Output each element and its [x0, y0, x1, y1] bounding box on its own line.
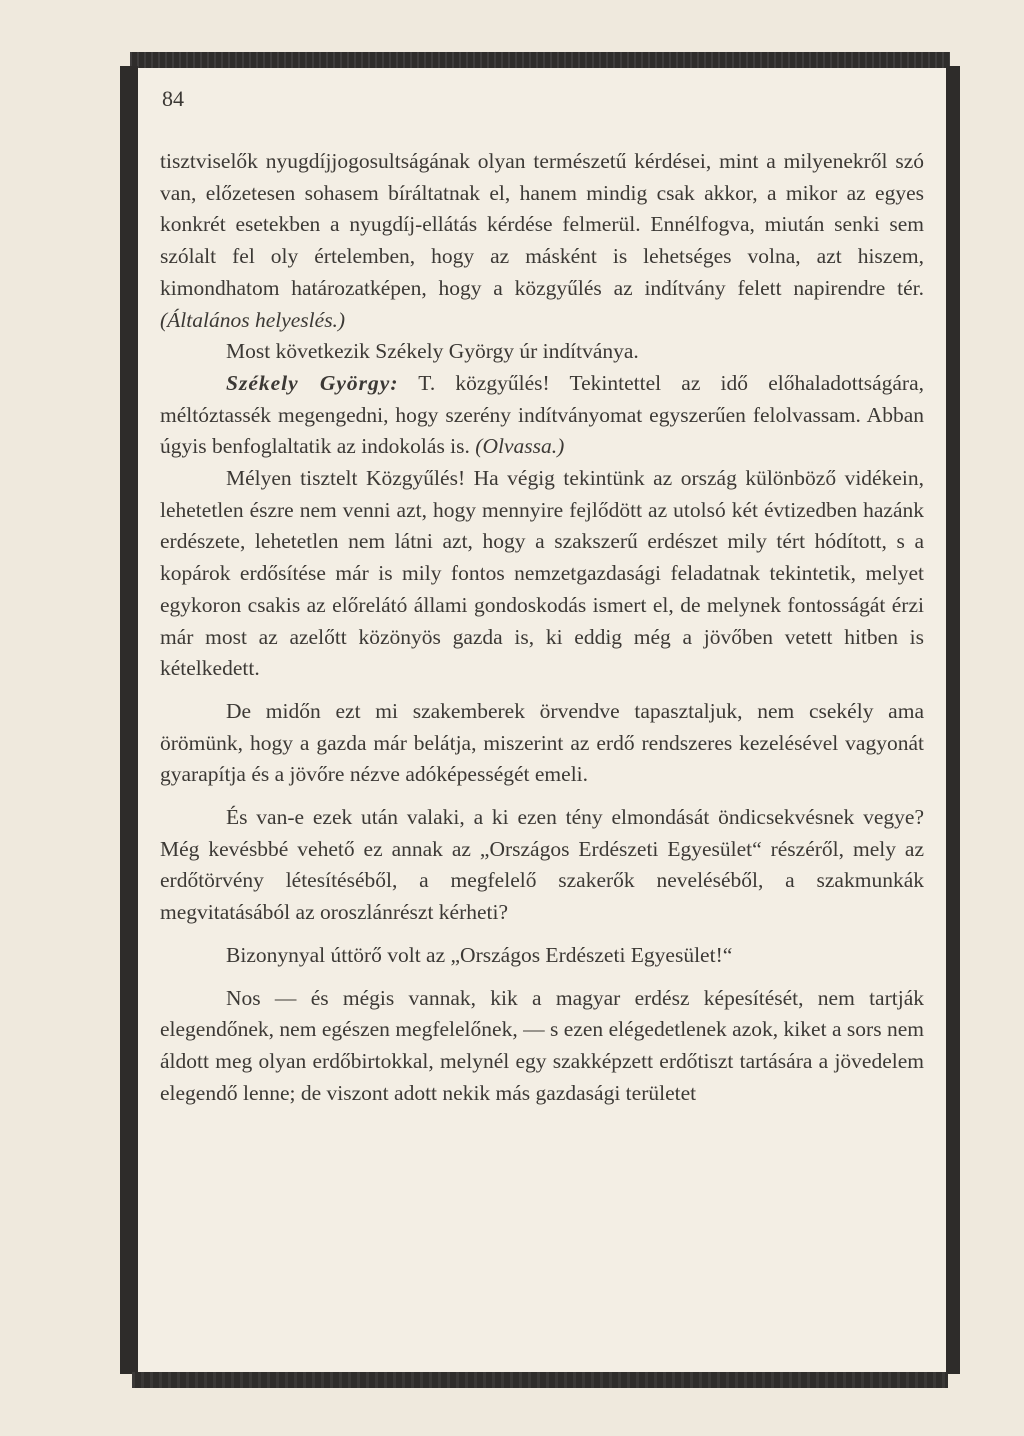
- paragraph-5: De midőn ezt mi szakemberek örvendve tapasztaljuk, nem csekély ama örömünk, hogy a gazda már belátja, miszerint az erdő rendszeres kezelésével vagyonát gyarapítja és a jövőre nézve adóképességét emeli.: [160, 698, 924, 787]
- paragraph-1-text: tisztviselők nyugdíjjogosultságának olyan természetű kérdései, mint a milyenekről szó van, előzetesen sohasem bíráltatnak el, hanem mindig csak akkor, a mikor az egyes konkrét esetekben a nyugdíj-ellátás kérdése felmerül. Ennélfogva, miután senki sem szólalt fel oly értelemben, hogy az másként is lehetséges volna, azt hiszem, kimondhatom határozatképen, hogy a közgyűlés az indítvány felett napirendre tér.: [160, 149, 924, 300]
- paragraph-8: Nos — és mégis vannak, kik a magyar erdész képesítését, nem tartják elegendőnek, nem egészen megfelelőnek, — s ezen elégedetlenek azok, kiket a sors nem áldott meg olyan erdőbirtokkal, melynél egy szakképzett erdőtiszt tartására a jövedelem elegendő lenne; de viszont adott nekik más gazdasági területet: [160, 985, 924, 1105]
- paragraph-7: Bizonynyal úttörő volt az „Országos Erdészeti Egyesület!“: [226, 942, 733, 967]
- page-sheet: [138, 68, 946, 1372]
- page-number: 84: [162, 86, 184, 111]
- text-body: [160, 146, 924, 1109]
- paragraph-3-note: (Olvassa.): [475, 434, 565, 459]
- paragraph-3-text: T. közgyűlés! Tekintettel az idő előhaladottságára, méltóztassék megengedni, hogy szerény indítványomat egyszerűen felolvassam. Abban úgyis benfoglaltatik az indokolás is.: [160, 370, 924, 459]
- bottom-border: [132, 1372, 948, 1388]
- top-border: [130, 52, 950, 68]
- paragraph-6: És van-e ezek után valaki, a ki ezen tény elmondását öndicsekvésnek vegye? Még kevésbbé vehető ez annak az „Országos Erdészeti Egyesület“ részéről, mely az erdőtörvény létesítéséből, a megfelelő szakerők neveléséből, a szakmunkák megvitatásából az oroszlánrészt kérheti?: [160, 805, 924, 925]
- left-border: [120, 66, 138, 1374]
- paragraph-4: Mélyen tisztelt Közgyűlés! Ha végig tekintünk az ország különböző vidékein, lehetetlen észre nem venni azt, hogy mennyire fejlődött az utolsó két évtizedben hazánk erdészete, lehetetlen nem látni azt, hogy a szakszerű erdészet mily tért hódított, s a kopárok erdősítése már is mily fontos nemzetgazdasági feladatnak tekintetik, melyet egykoron csakis az előrelátó állami gondoskodás ismert el, de melynek fontosságát érzi már most az azelőtt közönyös gazda is, ki eddig még a jövőben vetett hitben is kételkedett.: [160, 466, 924, 681]
- paragraph-1-note: (Általános helyeslés.): [160, 307, 346, 332]
- paragraph-1: [160, 146, 924, 336]
- page-frame: [120, 52, 960, 1388]
- paragraph-3: [160, 368, 924, 463]
- paragraph-2: Most következik Székely György úr indítványa.: [226, 339, 639, 364]
- speaker-name: Székely György:: [226, 370, 399, 395]
- right-border: [946, 66, 960, 1374]
